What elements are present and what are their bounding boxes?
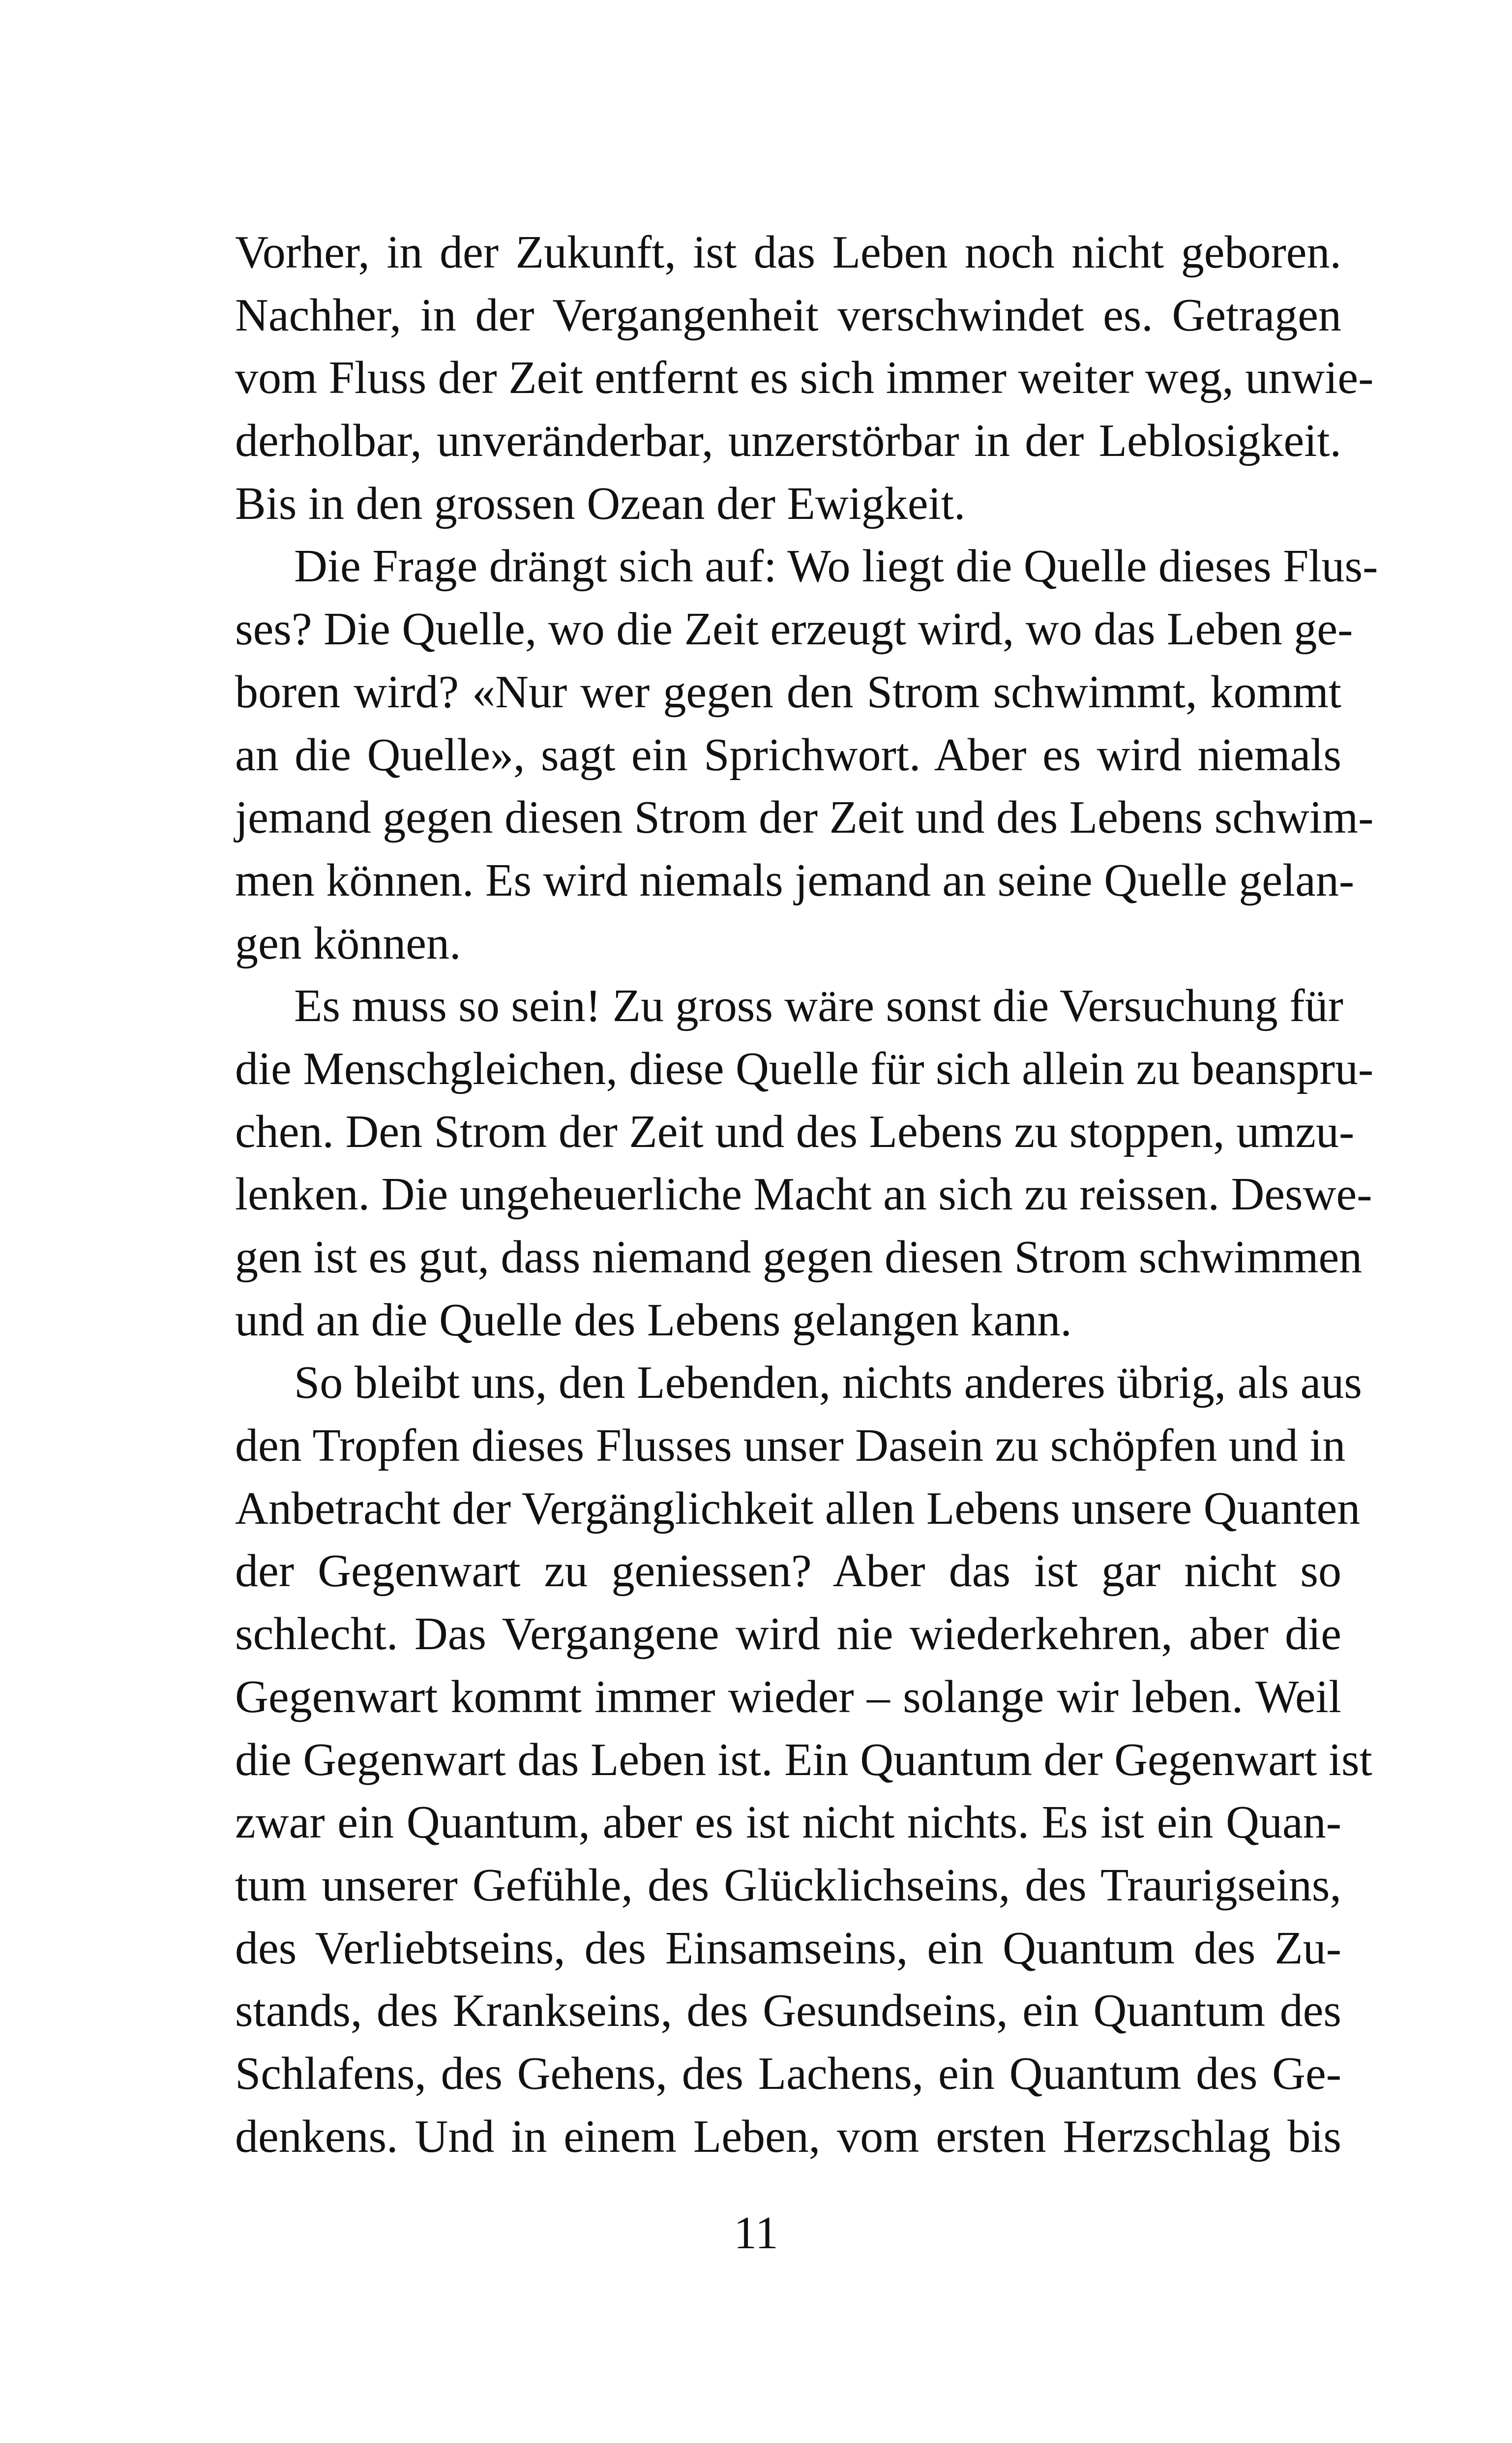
text-line: men können. Es wird niemals jemand an seine Quelle gelan-	[235, 854, 1355, 906]
text-line: gen können.	[235, 917, 461, 969]
text-line: boren wird? «Nur wer gegen den Strom schwimmt, kommt	[235, 666, 1341, 718]
text-line: Es muss so sein! Zu gross wäre sonst die Versuchung für	[294, 980, 1343, 1032]
page-number: 11	[734, 2207, 778, 2259]
text-line: schlecht. Das Vergangene wird nie wiederkehren, aber die	[235, 1608, 1341, 1660]
text-line: an die Quelle», sagt ein Sprichwort. Aber es wird niemals	[235, 729, 1341, 781]
text-line: ses? Die Quelle, wo die Zeit erzeugt wird, wo das Leben ge-	[235, 603, 1353, 655]
text-line: des Verliebtseins, des Einsamseins, ein Quantum des Zu-	[235, 1922, 1341, 1974]
text-line: der Gegenwart zu geniessen? Aber das ist gar nicht so	[235, 1545, 1341, 1597]
text-line: die Gegenwart das Leben ist. Ein Quantum der Gegenwart ist	[235, 1734, 1372, 1785]
text-line: derholbar, unveränderbar, unzerstörbar in der Leblosigkeit.	[235, 415, 1341, 467]
text-line: den Tropfen dieses Flusses unser Dasein zu schöpfen und in	[235, 1420, 1346, 1472]
text-line: denkens. Und in einem Leben, vom ersten Herzschlag bis	[235, 2111, 1341, 2162]
text-line: Bis in den grossen Ozean der Ewigkeit.	[235, 478, 966, 529]
text-line: gen ist es gut, dass niemand gegen diesen Strom schwimmen	[235, 1232, 1363, 1283]
text-line: Nachher, in der Vergangenheit verschwindet es. Getragen	[235, 289, 1341, 341]
text-line: chen. Den Strom der Zeit und des Lebens zu stoppen, umzu-	[235, 1106, 1355, 1157]
text-line: stands, des Krankseins, des Gesundseins, ein Quantum des	[235, 1985, 1341, 2037]
text-line: Vorher, in der Zukunft, ist das Leben noch nicht geboren.	[235, 227, 1341, 278]
text-line: jemand gegen diesen Strom der Zeit und des Lebens schwim-	[235, 792, 1374, 844]
text-line: zwar ein Quantum, aber es ist nicht nichts. Es ist ein Quan-	[235, 1797, 1341, 1848]
text-line: vom Fluss der Zeit entfernt es sich immer weiter weg, unwie-	[235, 352, 1374, 404]
body-text	[235, 221, 1378, 2168]
text-line: Die Frage drängt sich auf: Wo liegt die Quelle dieses Flus-	[294, 541, 1378, 592]
text-line: und an die Quelle des Lebens gelangen kann.	[235, 1294, 1072, 1346]
text-line: tum unserer Gefühle, des Glücklichseins, des Traurigseins,	[235, 1859, 1341, 1911]
text-line: die Menschgleichen, diese Quelle für sich allein zu beanspru-	[235, 1043, 1374, 1094]
text-line: Gegenwart kommt immer wieder – solange wir leben. Weil	[235, 1671, 1341, 1722]
text-line: So bleibt uns, den Lebenden, nichts anderes übrig, als aus	[294, 1357, 1362, 1409]
text-line: Anbetracht der Vergänglichkeit allen Lebens unsere Quanten	[235, 1482, 1361, 1534]
text-line: Schlafens, des Gehens, des Lachens, ein Quantum des Ge-	[235, 2048, 1341, 2099]
text-line: lenken. Die ungeheuerliche Macht an sich zu reissen. Deswe-	[235, 1169, 1372, 1220]
